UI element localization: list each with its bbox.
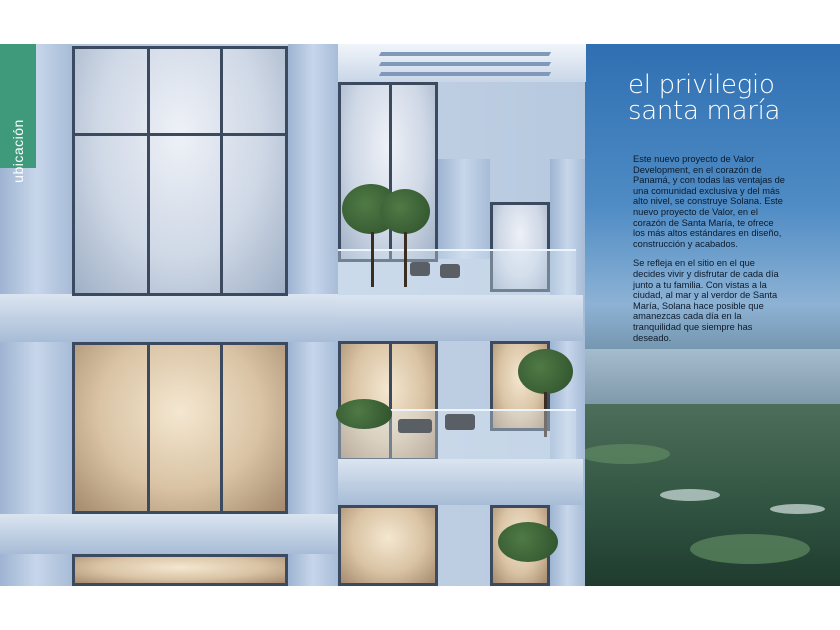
golf-course-background xyxy=(540,404,840,586)
lake xyxy=(660,489,720,501)
window xyxy=(72,342,288,514)
balcony-tree xyxy=(518,349,573,394)
facade-column xyxy=(438,159,490,259)
balcony-plant xyxy=(498,522,558,562)
body-paragraph-2: Se refleja en el sitio en el que decides vivir y disfrutar de cada día junto a tu familia. Con vistas a la ciudad, al mar y al verdor de Santa María, Solana hace posible que amanezcas cada día en la tranquilidad que siempre has deseado. xyxy=(633,258,779,343)
window xyxy=(72,554,288,586)
page-title-line-1: el privilegio xyxy=(628,70,775,100)
sea-background xyxy=(540,349,840,409)
section-tab-label: ubicación xyxy=(10,119,26,183)
balcony-tree xyxy=(380,189,430,234)
section-tab xyxy=(0,44,36,183)
balcony-slab xyxy=(338,295,583,341)
page-title-line-2: santa maría xyxy=(628,96,781,126)
fairway xyxy=(580,444,670,464)
window xyxy=(338,505,438,586)
window xyxy=(338,82,438,262)
page-title xyxy=(628,72,828,124)
window xyxy=(72,46,288,296)
body-paragraph-1: Este nuevo proyecto de Valor Development, en el corazón de Panamá, y con todas las ventajas de una comunidad exclusiva y del más alto nivel, se construye Solana. Este nuevo proyecto de Valor, en el corazón de Santa María, te ofrece los más altos estándares en diseño, construcción y acabados. xyxy=(633,154,785,249)
balcony-slab xyxy=(338,459,583,505)
floor-slab xyxy=(0,294,338,342)
building-facade xyxy=(0,44,585,586)
floor-slab xyxy=(0,514,338,554)
body-text xyxy=(633,154,788,352)
lake xyxy=(770,504,825,514)
fairway xyxy=(690,534,810,564)
balcony-plant xyxy=(336,399,392,429)
